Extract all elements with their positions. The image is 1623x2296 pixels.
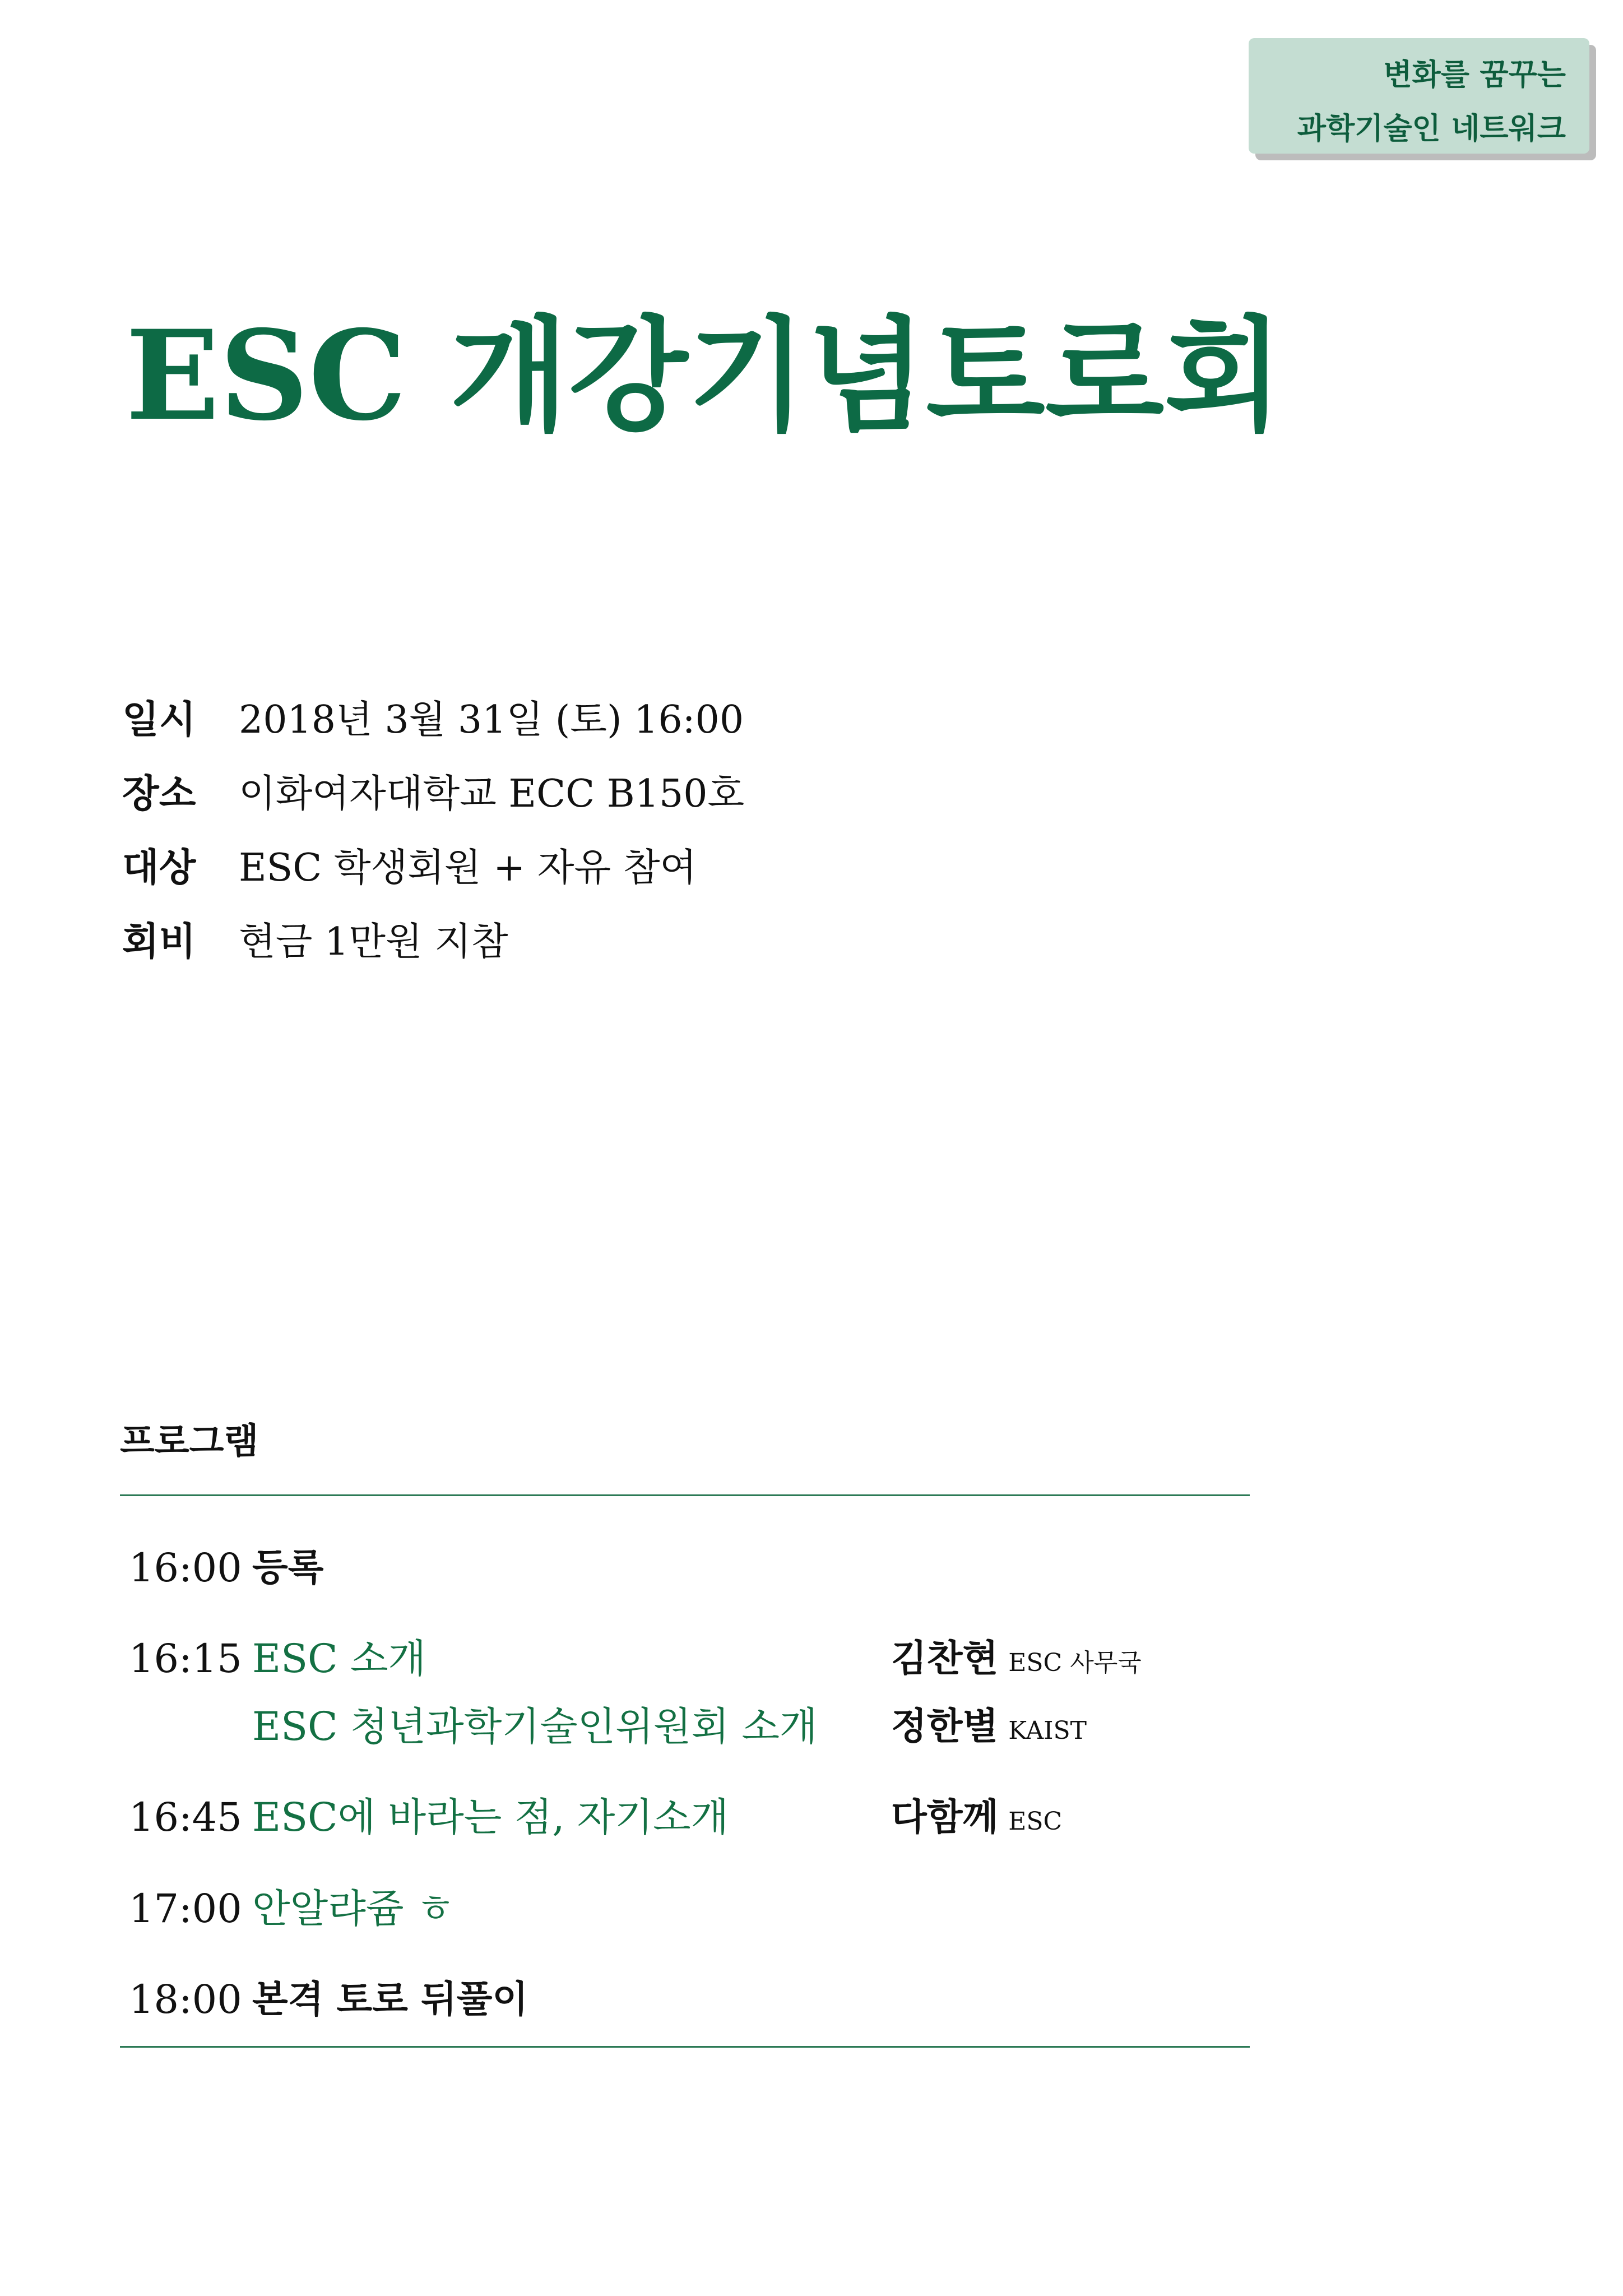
schedule-time: 16:15 [129, 1636, 242, 1682]
info-value: 현금 1만원 지참 [239, 919, 508, 964]
speaker-affiliation: ESC 사무국 [1008, 1649, 1142, 1677]
schedule-time: 17:00 [129, 1886, 242, 1932]
schedule-time: 16:45 [129, 1794, 242, 1840]
schedule-speaker [891, 1789, 1062, 1855]
tagline-line-1: 변화를 꿈꾸는 [1383, 58, 1566, 92]
schedule-speaker [891, 1631, 1142, 1696]
info-row-audience [122, 834, 697, 895]
program-heading: 프로그램 [120, 1421, 259, 1462]
info-row-datetime [122, 686, 744, 747]
speaker-name: 김찬현 [891, 1637, 999, 1680]
info-label: 일시 [122, 697, 196, 742]
schedule-title: ESC 청년과학기술인위원회 소개 [252, 1704, 818, 1749]
schedule-title: 본격 토로 뒤풀이 [252, 1978, 528, 2021]
info-value: 이화여자대학교 ECC B150호 [239, 771, 745, 816]
schedule-time: 18:00 [129, 1976, 242, 2022]
info-value: 2018년 3월 31일 (토) 16:00 [239, 697, 744, 742]
tagline-badge [1249, 38, 1589, 154]
info-label: 대상 [122, 845, 196, 890]
speaker-affiliation: KAIST [1008, 1716, 1087, 1745]
speaker-affiliation: ESC [1008, 1807, 1063, 1836]
info-label: 회비 [122, 919, 196, 964]
info-value: ESC 학생회원 + 자유 참여 [239, 845, 697, 890]
schedule-title: ESC에 바라는 점, 자기소개 [252, 1794, 729, 1840]
event-title: ESC 개강기념토로회 [126, 303, 1283, 448]
speaker-name: 다함께 [891, 1795, 999, 1839]
schedule-title: 안알랴쥼 ㅎ [252, 1886, 455, 1932]
schedule-time: 16:00 [129, 1545, 242, 1591]
info-row-location [122, 760, 744, 821]
program-bottom-divider [120, 2046, 1250, 2048]
schedule-speaker [891, 1698, 1087, 1764]
speaker-name: 정한별 [891, 1705, 999, 1748]
info-row-fee [122, 908, 508, 969]
tagline-line-2: 과학기술인 네트워크 [1297, 112, 1566, 146]
program-top-divider [120, 1494, 1250, 1496]
schedule-title: ESC 소개 [252, 1636, 426, 1682]
schedule-title: 등록 [252, 1546, 324, 1589]
info-label: 장소 [122, 771, 196, 816]
